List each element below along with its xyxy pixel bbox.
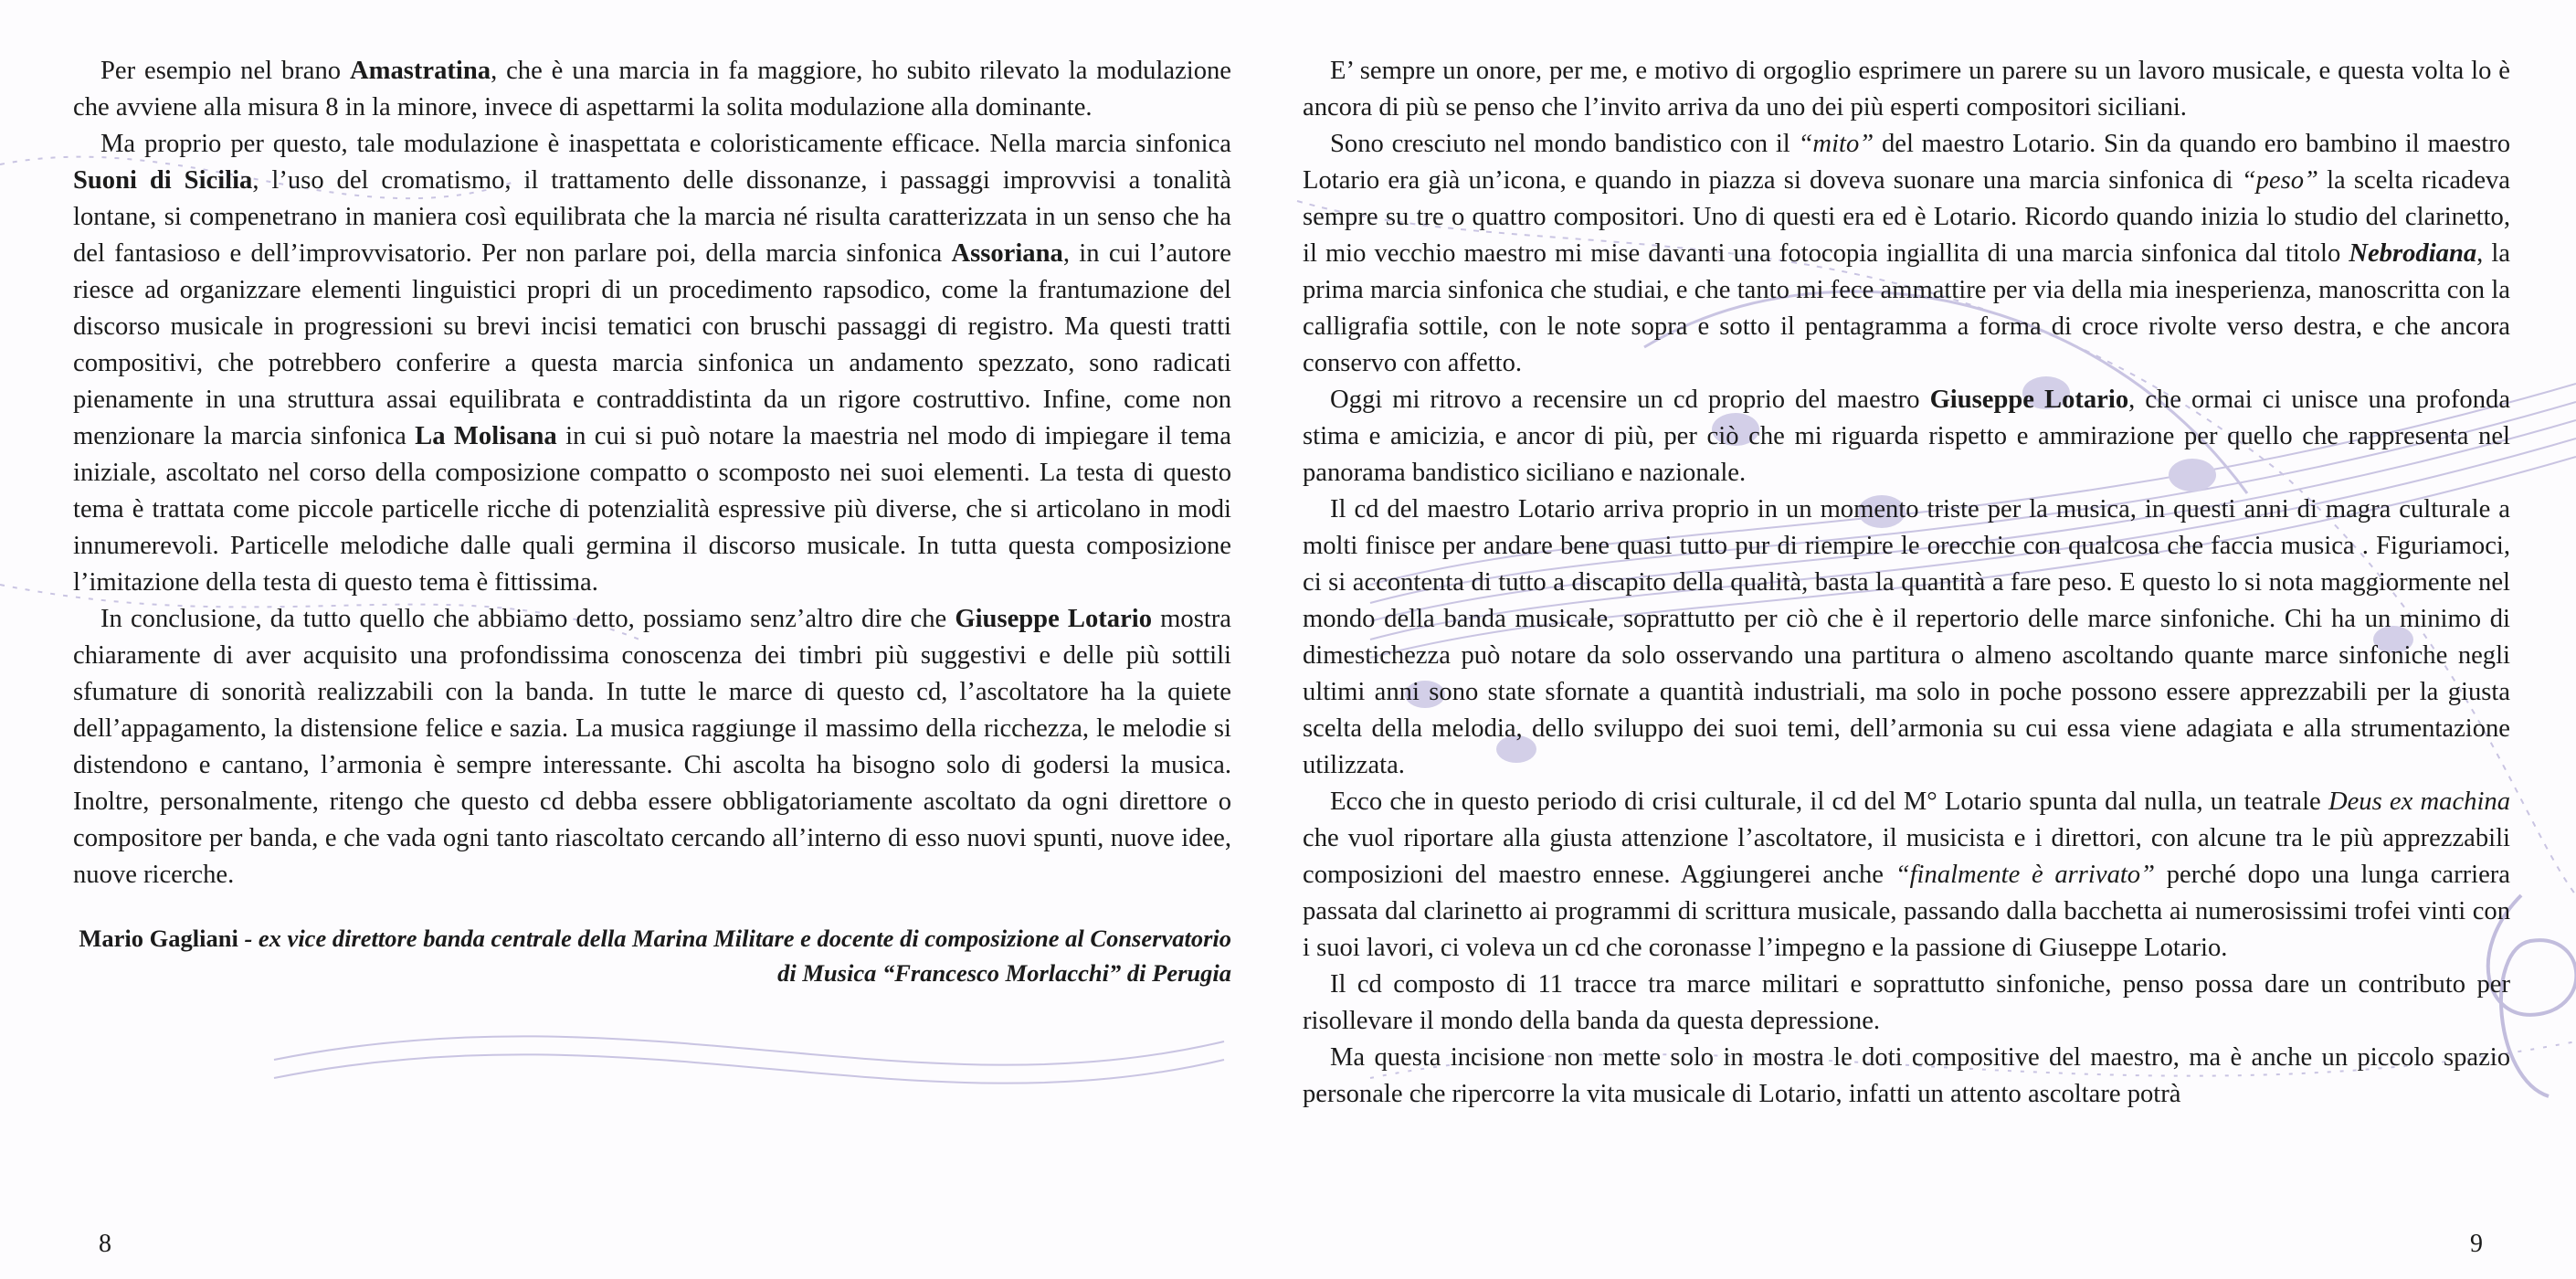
emphasized-text: La Molisana xyxy=(415,422,557,450)
paragraph: Il cd del maestro Lotario arriva proprio in un momento triste per la musica, in questi anni di magra culturale a molti finisce per andare bene quasi tutto pur di riempire le orecchie con qualcosa che faccia musica . Figuriamoci, ci si accontenta di tutto a discapito della qualità, basta la quantità a fare peso. E questo lo si nota maggiormente nel mondo della banda musicale, soprattutto per ciò che è il repertorio delle marce sinfoniche. Chi ha un minimo di dimestichezza può notare da solo osservando una partitura o almeno ascoltando quante marce sinfoniche negli ultimi anni sono state sfornate a quantità industriali, ma solo in poche possono essere apprezzabili per la giusta scelta della melodia, dello sviluppo dei suoi temi, dell’armonia su cui essa viene adagiata e alla strumentazione utilizzata. xyxy=(1303,495,2510,779)
signature-role: - ex vice direttore banda centrale della Marina Militare e docente di composizione al Conservatorio di Musica “Francesco Morlacchi” di Perugia xyxy=(238,925,1231,987)
emphasized-text: “peso” xyxy=(2241,166,2318,195)
emphasized-text: Assoriana xyxy=(951,239,1063,268)
emphasized-text: Giuseppe Lotario xyxy=(1929,386,2129,414)
paragraph: Ecco che in questo periodo di crisi culturale, il cd del M° Lotario spunta dal nulla, un teatrale Deus ex machina che vuol riportare alla giusta attenzione l’ascoltatore, il musicista e i direttori, con alcune tra le più apprezzabili composizioni del maestro ennese. Aggiungerei anche “finalmente è arrivato” perché dopo una lunga carriera passata dal clarinetto ai programmi di scrittura musicale, passando dalla bacchetta ai numerosissimi trofei vinti con i suoi lavori, ci voleva un cd che coronasse l’impegno e la passione di Giuseppe Lotario. xyxy=(1303,787,2510,962)
paragraph: Sono cresciuto nel mondo bandistico con il “mito” del maestro Lotario. Sin da quando ero bambino il maestro Lotario era già un’icona, e quando in piazza si doveva suonare una marcia sinfonica di “peso” la scelta ricadeva sempre su tre o quattro compositori. Uno di questi era ed è Lotario. Ricordo quando inizia lo studio del clarinetto, il mio vecchio maestro mi mise davanti una fotocopia ingiallita di una marcia sinfonica dal titolo Nebrodiana, la prima marcia sinfonica che studiai, e che tanto mi fece ammattire per via della mia inesperienza, manoscritta con la calligrafia sottile, con le note sopra e sotto il pentagramma a forma di croce rivolte verso destra, e che ancora conservo con affetto. xyxy=(1303,130,2511,377)
paragraph: In conclusione, da tutto quello che abbiamo detto, possiamo senz’altro dire che Giuseppe Lotario mostra chiaramente di aver acquisito una profondissima conoscenza dei timbri più suggestivi e delle più sottili sfumature di sonorità realizzabili con la banda. In tutte le marce di questo cd, l’ascoltatore ha la quiete dell’appagamento, la distensione felice e sazia. La musica raggiunge il massimo della ricchezza, le melodie si distendono e cantano, l’armonia è sempre interessante. Chi ascolta ha bisogno solo di godersi la musica. Inoltre, personalmente, ritengo che questo cd debba essere obbligatoriamente ascoltato da ogni direttore o compositore per banda, e che vada ogni tanto riascoltato cercando all’interno di esso nuovi spunti, nuove idee, nuove ricerche. xyxy=(73,605,1231,889)
emphasized-text: Deus ex machina xyxy=(2328,787,2510,816)
paragraph: Per esempio nel brano Amastratina, che è una marcia in fa maggiore, ho subito rilevato la modulazione che avviene alla misura 8 in la minore, invece di aspettarmi la solita modulazione alla dominante. xyxy=(73,57,1231,122)
right-page-text xyxy=(1303,53,2510,1113)
signature-name: Mario Gagliani xyxy=(79,925,238,952)
paragraph: Ma proprio per questo, tale modulazione è inaspettata e coloristicamente efficace. Nella marcia sinfonica Suoni di Sicilia, l’uso del cromatismo, il trattamento delle dissonanze, i passaggi improvvisi a tonalità lontane, si compenetrano in maniera così equilibrata che la marcia né risulta caratterizzata in un senso che ha del fantasioso e dell’improvvisatorio. Per non parlare poi, della marcia sinfonica Assoriana, in cui l’autore riesce ad organizzare elementi linguistici propri di un procedimento rapsodico, come la frantumazione del discorso musicale in progressioni su brevi incisi tematici con bruschi passaggi di registro. Ma questi tratti compositivi, che potrebbero conferire a questa marcia sinfonica un andamento spezzato, sono radicati pienamente in una struttura assai equilibrata e contraddistinta da un rigore costruttivo. Infine, come non menzionare la marcia sinfonica La Molisana in cui si può notare la maestria nel modo di impiegare il tema iniziale, ascoltato nel corso della composizione compatto o scomposto nei suoi elementi. La testa di questo tema è trattata come piccole particelle ricche di potenzialità espressive più diverse, che si articolano in modi innumerevoli. Particelle melodiche dalle quali germina il discorso musicale. In tutta questa composizione l’imitazione della testa di questo tema è fittissima. xyxy=(73,130,1231,597)
signature xyxy=(73,921,1231,990)
left-page-text xyxy=(73,53,1231,990)
emphasized-text: Suoni di Sicilia xyxy=(73,166,253,195)
paragraph: Oggi mi ritrovo a recensire un cd proprio del maestro Giuseppe Lotario, che ormai ci unisce una profonda stima e amicizia, e ancor di più, per ciò che mi riguarda rispetto e ammirazione per quello che rappresenta nel panorama bandistico siciliano e nazionale. xyxy=(1303,386,2511,487)
emphasized-text: “mito” xyxy=(1798,130,1874,158)
emphasized-text: Giuseppe Lotario xyxy=(955,605,1153,633)
page-number-right: 9 xyxy=(2470,1230,2483,1258)
page-number-left: 8 xyxy=(99,1230,111,1258)
emphasized-text: Nebrodiana xyxy=(2349,239,2477,268)
paragraph: Ma questa incisione non mette solo in mostra le doti compositive del maestro, ma è anche un piccolo spazio personale che ripercorre la vita musicale di Lotario, infatti un attento ascoltare potrà xyxy=(1303,1043,2510,1108)
emphasized-text: Amastratina xyxy=(349,57,491,85)
emphasized-text: “finalmente è arrivato” xyxy=(1895,861,2156,889)
paragraph: Il cd composto di 11 tracce tra marce militari e soprattutto sinfoniche, penso possa dare un contributo per risollevare il mondo della banda da questa depressione. xyxy=(1303,970,2510,1035)
paragraph: E’ sempre un onore, per me, e motivo di orgoglio esprimere un parere su un lavoro musicale, e questa volta lo è ancora di più se penso che l’invito arriva da uno dei più esperti compositori siciliani. xyxy=(1303,57,2510,122)
